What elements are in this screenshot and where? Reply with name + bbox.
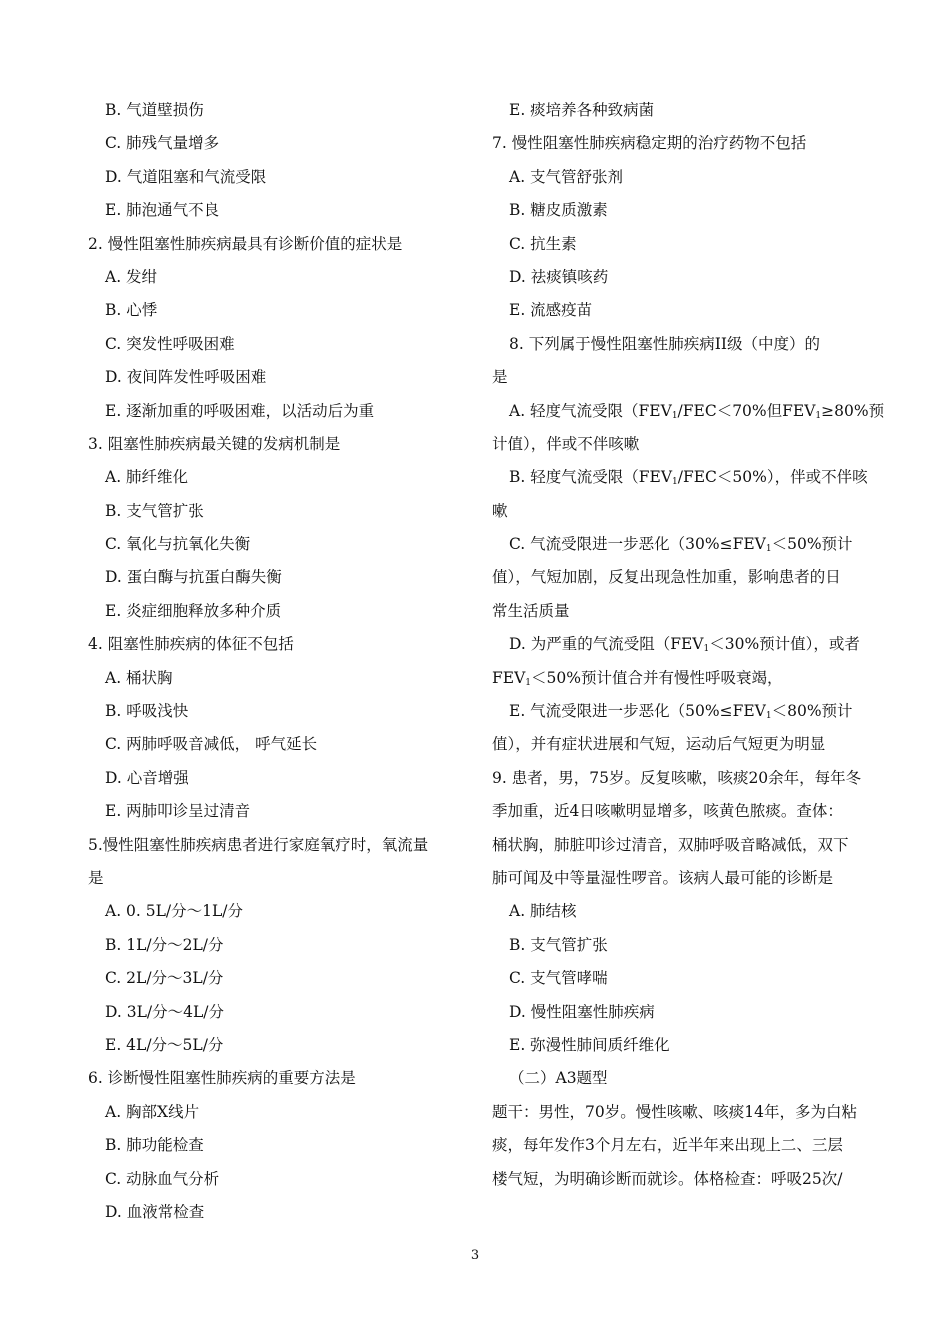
right-question-line: 题干：男性，70岁。慢性咳嗽、咳痰14年，多为白粘 [492,1102,857,1121]
left-option-line: D. 夜间阵发性呼吸困难 [105,368,267,387]
right-column-top [492,94,870,395]
left-column [88,94,472,1229]
left-question-line: 是 [88,868,104,887]
left-option-line: D. 血液常检查 [105,1202,205,1221]
q8-option-d-line2: $FEV_1<50\%$预计值合并有慢性呼吸衰竭， [492,668,783,688]
left-option-line: B. 肺功能检查 [105,1136,204,1155]
right-option-line: C. 抗生素 [509,234,577,253]
left-option-line: D. 气道阻塞和气流受限 [105,167,267,186]
question-8-options [492,395,885,762]
left-option-line: C. 氧化与抗氧化失衡 [105,535,251,554]
left-option-line: E. 4L/分～5L/分 [105,1035,224,1054]
q8-option-c-line2: 值），气短加剧，反复出现急性加重，影响患者的日 [492,568,841,587]
q8-option-a-line2: 计值），伴或不伴咳嗽 [492,434,640,453]
q8-option-e-line2: 值），并有症状进展和气短，运动后气短更为明显 [492,735,826,754]
left-option-line: C. 动脉血气分析 [105,1169,220,1188]
left-option-line: D. 心音增强 [105,768,189,787]
left-option-line: B. 1L/分～2L/分 [105,935,224,954]
left-option-line: E. 炎症细胞释放多种介质 [105,601,282,620]
left-question-line: 2. 慢性阻塞性肺疾病最具有诊断价值的症状是 [88,234,403,253]
right-question-line: 8. 下列属于慢性阻塞性肺疾病II级（中度）的 [509,334,820,353]
left-option-line: A. 0. 5L/分～1L/分 [105,902,244,921]
q8-option-e-line1: E. 气流受限进一步恶化（$50\%\le FEV_1<80\%$预计 [509,702,853,722]
q8-option-b-line2: 嗽 [492,501,508,520]
right-column [492,94,885,1196]
right-question-line: 痰，每年发作3个月左右，近半年来出现上二、三层 [492,1136,843,1155]
q8-option-c-line3: 常生活质量 [492,601,570,620]
left-option-line: E. 逐渐加重的呼吸困难，以活动后为重 [105,401,375,420]
right-option-line: B. 支气管扩张 [509,935,608,954]
right-column-bottom [492,762,870,1196]
left-option-line: C. 两肺呼吸音减低， 呼气延长 [105,735,318,754]
right-option-line: D. 祛痰镇咳药 [509,267,609,286]
left-option-line: C. 突发性呼吸困难 [105,334,235,353]
right-question-line: 肺可闻及中等量湿性啰音。该病人最可能的诊断是 [492,868,834,887]
left-option-line: E. 两肺叩诊呈过清音 [105,802,251,821]
right-question-line: 是 [492,368,508,387]
left-option-line: A. 发绀 [105,267,158,286]
left-option-line: B. 心悸 [105,301,158,320]
left-option-line: E. 肺泡通气不良 [105,201,220,220]
q8-option-c-line1: C. 气流受限进一步恶化（$30\%\le FEV_1<50\%$预计 [509,535,853,555]
left-option-line: A. 肺纤维化 [105,468,189,487]
left-option-line: C. 肺残气量增多 [105,134,220,153]
right-question-line: 9. 患者，男，75岁。反复咳嗽，咳痰20余年，每年冬 [492,768,862,787]
page-number: 3 [470,1248,480,1263]
left-question-line: 5.慢性阻塞性肺疾病患者进行家庭氧疗时，氧流量 [88,835,429,854]
right-option-line: D. 慢性阻塞性肺疾病 [509,1002,655,1021]
right-question-line: 7. 慢性阻塞性肺疾病稳定期的治疗药物不包括 [492,134,807,153]
left-option-line: B. 气道壁损伤 [105,101,204,119]
right-option-line: A. 支气管舒张剂 [509,167,624,186]
left-question-line: 6. 诊断慢性阻塞性肺疾病的重要方法是 [88,1069,356,1088]
right-option-line: E. 弥漫性肺间质纤维化 [509,1035,670,1054]
right-option-line: E. 痰培养各种致病菌 [509,101,655,119]
left-option-line: B. 呼吸浅快 [105,702,189,721]
q8-option-b-line1: B. 轻度气流受限$(FEV_1/FEC<50\%)$，伴或不伴咳 [509,468,868,488]
q8-option-a-line1: A. 轻度气流受限（$FEV_1/FEC<70\%$但$FEV_1\ge 80\%$预 [509,401,885,421]
right-option-line: C. 支气管哮喘 [509,969,608,988]
left-option-line: B. 支气管扩张 [105,501,204,520]
left-question-line: 3. 阻塞性肺疾病最关键的发病机制是 [88,434,341,453]
right-option-line: B. 糖皮质激素 [509,201,608,220]
right-option-line: （二）A3题型 [509,1069,608,1088]
q8-option-d-line1: D. 为严重的气流受阻（$FEV_1<30\%$预计值），或者 [509,635,860,655]
right-question-line: 季加重，近4日咳嗽明显增多，咳黄色脓痰。查体： [492,802,843,821]
right-question-line: 楼气短，为明确诊断而就诊。体格检查：呼吸25次/ [492,1169,843,1188]
right-option-line: A. 肺结核 [509,902,577,921]
right-option-line: E. 流感疫苗 [509,301,593,320]
left-question-line: 4. 阻塞性肺疾病的体征不包括 [88,635,294,654]
left-option-line: C. 2L/分～3L/分 [105,969,224,988]
left-option-line: A. 桶状胸 [105,668,173,687]
right-question-line: 桶状胸，肺脏叩诊过清音，双肺呼吸音略减低，双下 [492,835,849,854]
left-option-line: D. 蛋白酶与抗蛋白酶失衡 [105,568,282,587]
left-option-line: A. 胸部X线片 [105,1102,200,1121]
left-option-line: D. 3L/分～4L/分 [105,1002,224,1021]
